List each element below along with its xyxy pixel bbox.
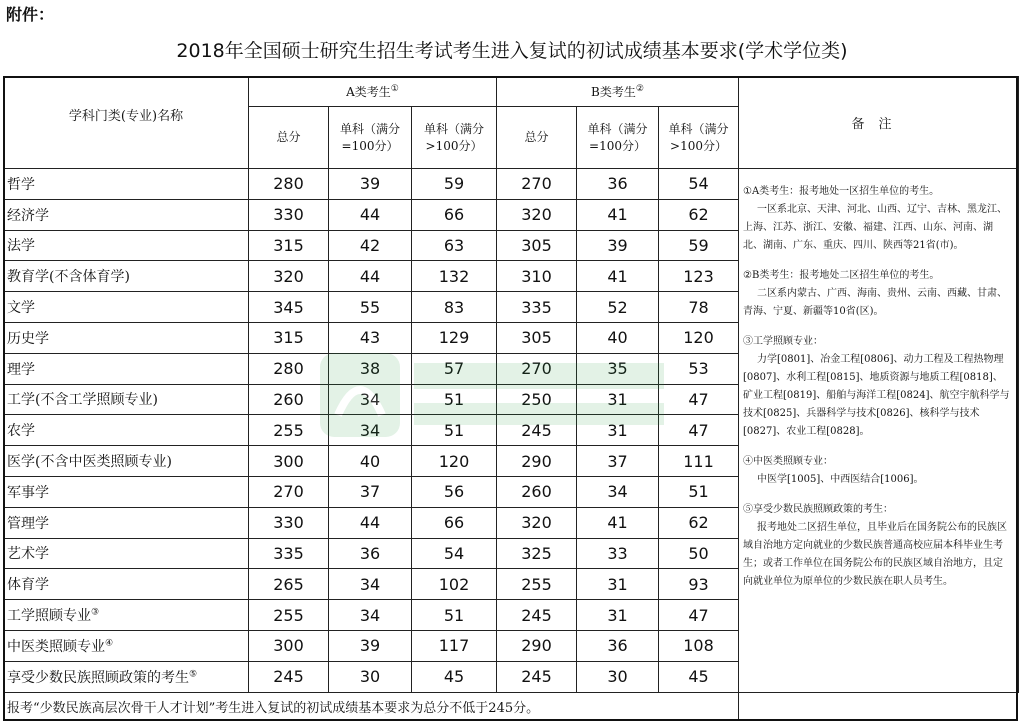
a-single100-cell: 39 [329, 630, 412, 661]
b-total-cell: 305 [497, 230, 577, 261]
b-single100p-cell: 62 [659, 199, 739, 230]
b-total-header: 总分 [497, 107, 577, 169]
b-single100p-cell: 45 [659, 661, 739, 692]
a-total-cell: 260 [249, 384, 329, 415]
b-single100-cell: 37 [577, 446, 659, 477]
a-total-cell: 315 [249, 322, 329, 353]
a-total-cell: 345 [249, 292, 329, 323]
b-single100p-cell: 93 [659, 569, 739, 600]
a-single100-cell: 30 [329, 661, 412, 692]
b-single100-cell: 31 [577, 569, 659, 600]
b-single100-cell: 31 [577, 600, 659, 631]
subject-name: 哲学 [7, 176, 35, 193]
footer-note: 报考“少数民族高层次骨干人才计划”考生进入复试的初试成绩基本要求为总分不低于245分。 [4, 692, 739, 720]
b-single100p-cell: 62 [659, 507, 739, 538]
a-single100p-cell: 59 [412, 169, 497, 200]
a-single100-cell: 55 [329, 292, 412, 323]
b-total-cell: 270 [497, 169, 577, 200]
subject-name: 体育学 [7, 577, 49, 594]
a-single100-cell: 40 [329, 446, 412, 477]
subject-name: 法学 [7, 238, 35, 255]
a-single100-line1: 单科（满分 [339, 121, 400, 136]
page-title: 2018年全国硕士研究生招生考试考生进入复试的初试成绩基本要求(学术学位类) [176, 40, 848, 62]
b-total-cell: 310 [497, 261, 577, 292]
b-single100p-cell: 111 [659, 446, 739, 477]
b-total-cell: 335 [497, 292, 577, 323]
subject-name: 历史学 [7, 330, 49, 347]
b-total-cell: 250 [497, 384, 577, 415]
a-single100p-cell: 129 [412, 322, 497, 353]
b-total-cell: 320 [497, 507, 577, 538]
b-single100-cell: 39 [577, 230, 659, 261]
b-single100p-cell: 108 [659, 630, 739, 661]
b-single100p-cell: 47 [659, 384, 739, 415]
note-1-body: 一区系北京、天津、河北、山西、辽宁、吉林、黑龙江、上海、江苏、浙江、安徽、福建、江西、山东、河南、湖北、湖南、广东、重庆、四川、陕西等21省(市)。 [743, 204, 1007, 251]
table-frame [3, 76, 1018, 721]
subject-name: 艺术学 [7, 546, 49, 563]
subject-name: 工学(不含工学照顾专业) [7, 392, 158, 409]
a-single100-cell: 39 [329, 169, 412, 200]
note-2-title: ②B类考生：报考地处二区招生单位的考生。 [743, 270, 940, 281]
b-single100-cell: 30 [577, 661, 659, 692]
b-total-cell: 245 [497, 415, 577, 446]
subject-name: 享受少数民族照顾政策的考生 [7, 669, 189, 686]
b-total-cell: 245 [497, 600, 577, 631]
a-total-cell: 335 [249, 538, 329, 569]
a-single100p-cell: 51 [412, 415, 497, 446]
a-total-cell: 320 [249, 261, 329, 292]
subject-note-mark: ④ [105, 638, 114, 649]
a-single100p-cell: 51 [412, 600, 497, 631]
notes-header: 备注 [739, 77, 1019, 169]
b-total-cell: 305 [497, 322, 577, 353]
subject-note-mark: ③ [91, 607, 100, 618]
a-single100p-cell: 63 [412, 230, 497, 261]
b-total-cell: 255 [497, 569, 577, 600]
a-single100p-cell: 54 [412, 538, 497, 569]
b-single100-line1: 单科（满分 [587, 121, 648, 136]
attachment-label: 附件： [6, 5, 55, 24]
a-single100-cell: 44 [329, 199, 412, 230]
b-single100p-cell: 47 [659, 415, 739, 446]
subject-name: 中医类照顾专业 [7, 638, 105, 655]
subject-name: 理学 [7, 361, 35, 378]
a-single100-cell: 37 [329, 476, 412, 507]
a-total-cell: 245 [249, 661, 329, 692]
b-single100p-cell: 51 [659, 476, 739, 507]
a-total-cell: 265 [249, 569, 329, 600]
a-total-cell: 330 [249, 199, 329, 230]
b-single100-cell: 41 [577, 261, 659, 292]
a-single100-cell: 38 [329, 353, 412, 384]
b-single100-cell: 31 [577, 384, 659, 415]
b-single100-cell: 36 [577, 169, 659, 200]
a-single100-cell: 34 [329, 569, 412, 600]
b-single100p-cell: 59 [659, 230, 739, 261]
b-single100-cell: 36 [577, 630, 659, 661]
b-single100-cell: 31 [577, 415, 659, 446]
a-single100-line2: =100分） [341, 138, 399, 153]
subject-note-mark: ⑤ [189, 668, 198, 679]
a-total-cell: 255 [249, 415, 329, 446]
a-single100p-cell: 66 [412, 199, 497, 230]
a-single100-cell: 44 [329, 507, 412, 538]
a-single100-cell: 44 [329, 261, 412, 292]
a-single100p-cell: 56 [412, 476, 497, 507]
b-single100p-cell: 120 [659, 322, 739, 353]
subject-name: 经济学 [7, 207, 49, 224]
b-total-cell: 320 [497, 199, 577, 230]
note-5-body: 报考地处二区招生单位，且毕业后在国务院公布的民族区域自治地方定向就业的少数民族普通高校应届本科毕业生考生；或者工作单位在国务院公布的民族区域自治地方，且定向就业单位为原单位的少数民族在职人员考生。 [743, 522, 1007, 587]
group-a-note-mark: ① [390, 84, 399, 94]
b-single100p-cell: 54 [659, 169, 739, 200]
b-single100-cell: 40 [577, 322, 659, 353]
a-single100p-cell: 132 [412, 261, 497, 292]
b-single100p-cell: 123 [659, 261, 739, 292]
a-single100p-cell: 102 [412, 569, 497, 600]
a-single100p-line2: >100分） [425, 138, 483, 153]
a-single100p-cell: 83 [412, 292, 497, 323]
b-single100p-cell: 78 [659, 292, 739, 323]
b-single100p-line2: >100分） [670, 138, 727, 153]
subject-name: 军事学 [7, 484, 49, 501]
a-single100p-cell: 57 [412, 353, 497, 384]
b-single100-cell: 34 [577, 476, 659, 507]
b-total-cell: 270 [497, 353, 577, 384]
subject-name: 工学照顾专业 [7, 608, 91, 625]
b-single100p-line1: 单科（满分 [668, 121, 729, 136]
a-single100p-cell: 45 [412, 661, 497, 692]
note-5-title: ⑤享受少数民族照顾政策的考生： [743, 504, 893, 515]
note-2-body: 二区系内蒙古、广西、海南、贵州、云南、西藏、甘肃、青海、宁夏、新疆等10省(区)。 [743, 288, 1007, 317]
b-total-cell: 325 [497, 538, 577, 569]
a-total-header: 总分 [249, 107, 329, 169]
a-single100p-cell: 66 [412, 507, 497, 538]
a-total-cell: 280 [249, 353, 329, 384]
b-total-cell: 290 [497, 446, 577, 477]
a-total-cell: 280 [249, 169, 329, 200]
subject-name: 医学(不含中医类照顾专业) [7, 454, 172, 471]
b-total-cell: 290 [497, 630, 577, 661]
subject-name: 教育学(不含体育学) [7, 269, 130, 286]
a-total-cell: 300 [249, 630, 329, 661]
note-3-title: ③工学照顾专业： [743, 336, 823, 347]
subject-name: 管理学 [7, 515, 49, 532]
group-b-note-mark: ② [635, 84, 644, 94]
a-total-cell: 330 [249, 507, 329, 538]
a-total-cell: 255 [249, 600, 329, 631]
b-single100-cell: 41 [577, 507, 659, 538]
a-single100-cell: 34 [329, 600, 412, 631]
a-single100-cell: 34 [329, 384, 412, 415]
group-a-label: A类考生 [346, 85, 391, 99]
b-single100p-cell: 53 [659, 353, 739, 384]
a-total-cell: 300 [249, 446, 329, 477]
a-single100-cell: 43 [329, 322, 412, 353]
subject-header: 学科门类(专业)名称 [4, 77, 249, 169]
b-total-cell: 260 [497, 476, 577, 507]
subject-name: 文学 [7, 300, 35, 317]
b-total-cell: 245 [497, 661, 577, 692]
a-single100p-cell: 51 [412, 384, 497, 415]
a-total-cell: 315 [249, 230, 329, 261]
b-single100-cell: 41 [577, 199, 659, 230]
b-single100p-cell: 50 [659, 538, 739, 569]
a-total-cell: 270 [249, 476, 329, 507]
b-single100-cell: 35 [577, 353, 659, 384]
a-single100-cell: 34 [329, 415, 412, 446]
note-4-body: 中医学[1005]、中西医结合[1006]。 [757, 474, 924, 485]
b-single100-cell: 52 [577, 292, 659, 323]
a-single100p-cell: 120 [412, 446, 497, 477]
b-single100-line2: =100分） [589, 138, 646, 153]
note-3-body: 力学[0801]、冶金工程[0806]、动力工程及工程热物理[0807]、水利工程[0815]、地质资源与地质工程[0818]、矿业工程[0819]、船舶与海洋工程[0824]、航空宇航科学与技术[0825]、兵器科学与技术[0826]、核科学与技术[0827]、农业工程[0828]。 [743, 354, 1010, 437]
b-single100p-cell: 47 [659, 600, 739, 631]
a-single100p-line1: 单科（满分 [423, 121, 484, 136]
a-single100-cell: 42 [329, 230, 412, 261]
note-1-title: ①A类考生：报考地处一区招生单位的考生。 [743, 186, 940, 197]
group-b-label: B类考生 [591, 85, 636, 99]
note-4-title: ④中医类照顾专业： [743, 456, 833, 467]
subject-name: 农学 [7, 423, 35, 440]
a-single100p-cell: 117 [412, 630, 497, 661]
b-single100-cell: 33 [577, 538, 659, 569]
a-single100-cell: 36 [329, 538, 412, 569]
